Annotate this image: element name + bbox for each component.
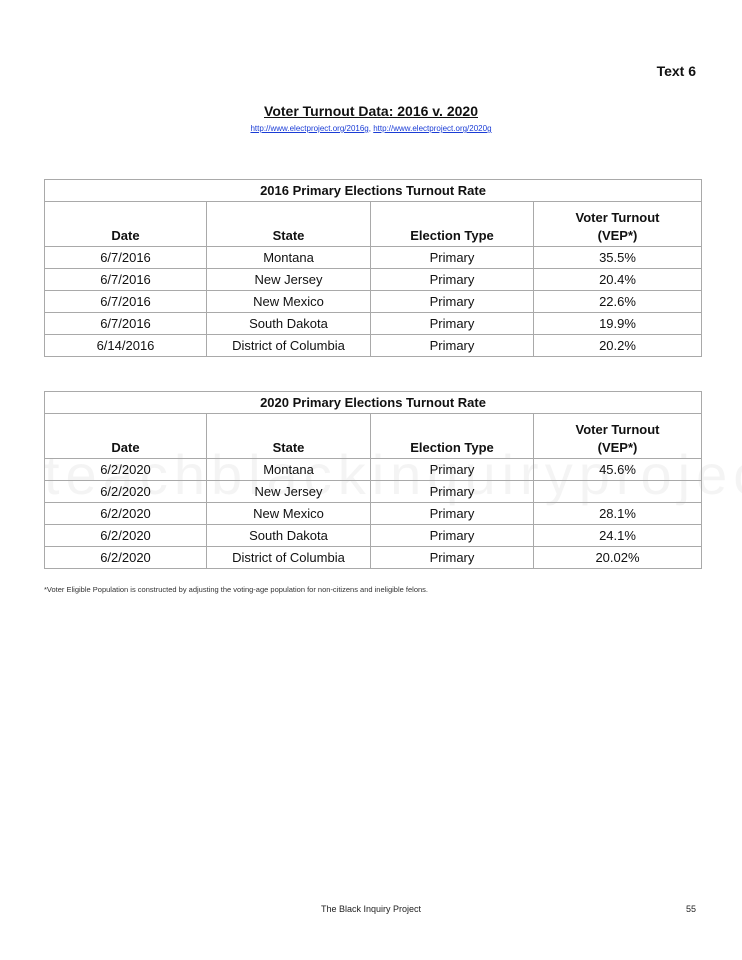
- column-header-state: State: [207, 414, 371, 459]
- cell-date: 6/2/2020: [45, 459, 207, 481]
- column-header-date: Date: [45, 414, 207, 459]
- turnout-table-2016: [44, 179, 702, 357]
- cell-voter-turnout: 19.9%: [534, 313, 702, 335]
- cell-state: New Mexico: [207, 503, 371, 525]
- cell-election-type: Primary: [371, 481, 534, 503]
- cell-state: New Jersey: [207, 269, 371, 291]
- cell-voter-turnout: 20.4%: [534, 269, 702, 291]
- table-row: [45, 525, 702, 547]
- link-separator: ,: [368, 124, 371, 133]
- turnout-header-line2: (VEP*): [597, 228, 638, 243]
- source-link-2020[interactable]: http://www.electproject.org/2020g: [373, 124, 492, 133]
- column-header-election-type: Election Type: [371, 202, 534, 247]
- cell-date: 6/7/2016: [45, 269, 207, 291]
- cell-election-type: Primary: [371, 503, 534, 525]
- table-row: [45, 247, 702, 269]
- cell-election-type: Primary: [371, 313, 534, 335]
- cell-election-type: Primary: [371, 459, 534, 481]
- table-caption: 2020 Primary Elections Turnout Rate: [45, 392, 702, 414]
- table-row: [45, 481, 702, 503]
- page-number: 55: [685, 904, 696, 914]
- cell-election-type: Primary: [371, 547, 534, 569]
- cell-state: Montana: [207, 459, 371, 481]
- cell-date: 6/7/2016: [45, 247, 207, 269]
- table-row: [45, 291, 702, 313]
- cell-election-type: Primary: [371, 335, 534, 357]
- column-header-date: Date: [45, 202, 207, 247]
- cell-state: New Jersey: [207, 481, 371, 503]
- footnote: *Voter Eligible Population is constructed by adjusting the voting-age population for non-citizens and ineligible felons.: [44, 585, 428, 594]
- column-header-election-type: Election Type: [371, 414, 534, 459]
- column-header-voter-turnout: [534, 414, 702, 459]
- document-title: Voter Turnout Data: 2016 v. 2020: [264, 103, 478, 119]
- table-body: [45, 459, 702, 569]
- cell-voter-turnout: [534, 481, 702, 503]
- turnout-table-2020: [44, 391, 702, 569]
- turnout-header-line2: (VEP*): [597, 440, 638, 455]
- cell-election-type: Primary: [371, 269, 534, 291]
- table-body: [45, 247, 702, 357]
- cell-voter-turnout: 20.2%: [534, 335, 702, 357]
- cell-election-type: Primary: [371, 247, 534, 269]
- cell-voter-turnout: 22.6%: [534, 291, 702, 313]
- cell-voter-turnout: 45.6%: [534, 459, 702, 481]
- turnout-header-line1: Voter Turnout: [575, 422, 660, 437]
- source-link-2016[interactable]: http://www.electproject.org/2016g: [250, 124, 369, 133]
- footer-title: The Black Inquiry Project: [320, 904, 422, 914]
- table-caption: 2016 Primary Elections Turnout Rate: [45, 180, 702, 202]
- column-header-voter-turnout: [534, 202, 702, 247]
- cell-state: South Dakota: [207, 525, 371, 547]
- table-header-row: [45, 202, 702, 247]
- turnout-header-line1: Voter Turnout: [575, 210, 660, 225]
- cell-election-type: Primary: [371, 291, 534, 313]
- cell-state: District of Columbia: [207, 547, 371, 569]
- table-row: [45, 335, 702, 357]
- table-row: [45, 313, 702, 335]
- column-header-state: State: [207, 202, 371, 247]
- cell-election-type: Primary: [371, 525, 534, 547]
- cell-date: 6/7/2016: [45, 291, 207, 313]
- cell-voter-turnout: 35.5%: [534, 247, 702, 269]
- cell-state: District of Columbia: [207, 335, 371, 357]
- table-row: [45, 459, 702, 481]
- table-row: [45, 503, 702, 525]
- cell-voter-turnout: 20.02%: [534, 547, 702, 569]
- cell-date: 6/2/2020: [45, 547, 207, 569]
- cell-state: Montana: [207, 247, 371, 269]
- cell-date: 6/14/2016: [45, 335, 207, 357]
- cell-voter-turnout: 28.1%: [534, 503, 702, 525]
- cell-date: 6/2/2020: [45, 525, 207, 547]
- cell-date: 6/2/2020: [45, 481, 207, 503]
- cell-voter-turnout: 24.1%: [534, 525, 702, 547]
- cell-date: 6/7/2016: [45, 313, 207, 335]
- cell-state: South Dakota: [207, 313, 371, 335]
- cell-state: New Mexico: [207, 291, 371, 313]
- source-links: [0, 124, 742, 133]
- table-header-row: [45, 414, 702, 459]
- table-row: [45, 547, 702, 569]
- text-label: Text 6: [656, 63, 696, 79]
- table-row: [45, 269, 702, 291]
- cell-date: 6/2/2020: [45, 503, 207, 525]
